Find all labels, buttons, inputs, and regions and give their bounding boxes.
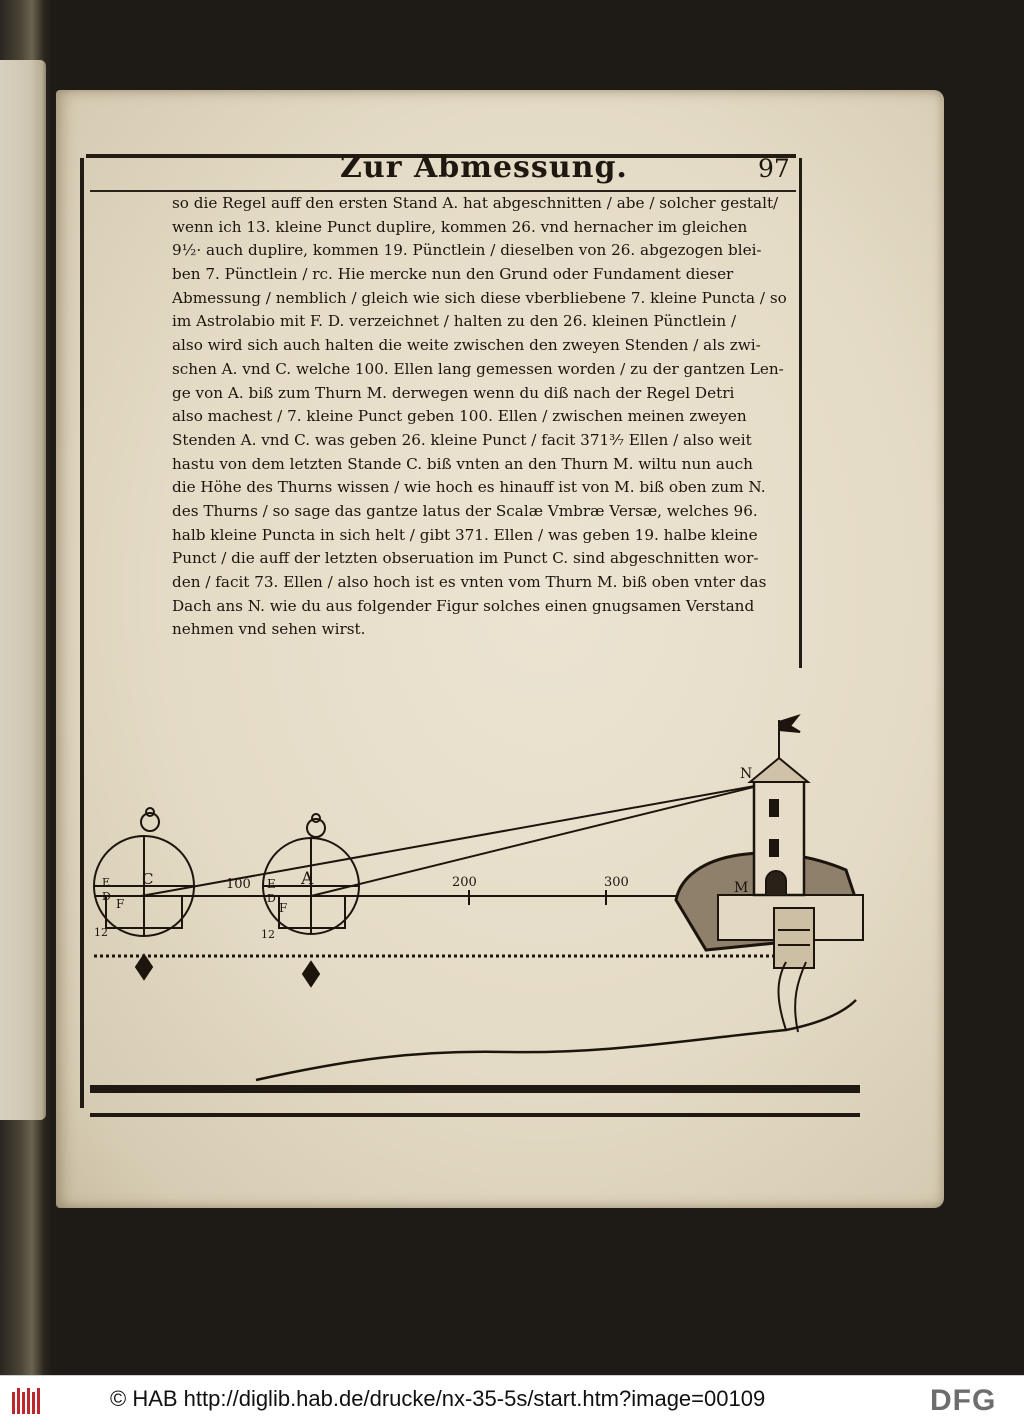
- tower-roof: [750, 758, 808, 782]
- text-line: wenn ich 13. kleine Punct duplire, kommen 26. vnd hernacher im gleichen: [172, 217, 748, 236]
- astrolabe-a: [263, 814, 359, 986]
- label-e1: E: [102, 876, 111, 889]
- label-12a: 12: [94, 926, 108, 939]
- text-line: schen A. vnd C. welche 100. Ellen lang gemessen worden / zu der gantzen Len-: [172, 359, 784, 378]
- body-text: [172, 192, 794, 642]
- attribution-link[interactable]: © HAB http://diglib.hab.de/drucke/nx-35-5s/start.htm?image=00109: [110, 1386, 766, 1411]
- facing-page-edge: [0, 60, 46, 1120]
- text-line: den / facit 73. Ellen / also hoch ist es vnten vom Thurn M. biß oben vnter das: [172, 573, 767, 591]
- label-d1: D: [102, 890, 111, 903]
- text-line: 9½· auch duplire, kommen 19. Pünctlein / dieselben von 26. abgezogen blei-: [172, 241, 762, 260]
- river-bank: [256, 1000, 856, 1080]
- text-line: die Höhe des Thurns wissen / wie hoch es hinauff ist von M. biß oben zum N.: [172, 478, 766, 497]
- text-line: so die Regel auff den ersten Stand A. hat abgeschnitten / abe / solcher gestalt/: [172, 194, 779, 212]
- astrolabe-tower-figure: [86, 700, 866, 1140]
- running-head: Zur Abmessung.: [340, 150, 628, 185]
- text-line: ben 7. Pünctlein / rc. Hie mercke nun den Grund oder Fundament dieser: [172, 265, 734, 284]
- label-12b: 12: [261, 928, 275, 941]
- label-f1: F: [116, 897, 125, 911]
- label-a: A: [301, 869, 314, 889]
- bottom-rule-thick: [90, 1085, 860, 1093]
- text-line: Stenden A. vnd C. was geben 26. kleine Punct / facit 371³⁄₇ Ellen / also weit: [172, 430, 752, 449]
- page-number: 97: [758, 154, 790, 183]
- distance-100: 100: [226, 877, 251, 892]
- library-logo-icon: [12, 1388, 42, 1414]
- text-line: des Thurns / so sage das gantze latus der Scalæ Vmbræ Versæ, welches 96.: [172, 501, 758, 520]
- text-line: nehmen vnd sehen wirst.: [172, 620, 366, 639]
- viewer-footer: [0, 1375, 1024, 1426]
- flag: [779, 716, 800, 732]
- distance-200: 200: [452, 875, 477, 890]
- text-line: ge von A. biß zum Thurn M. derwegen wenn du diß nach der Regel Detri: [172, 383, 735, 402]
- label-e2: E: [267, 877, 276, 891]
- text-line: halb kleine Puncta in sich helt / gibt 371. Ellen / was geben 19. halbe kleine: [172, 525, 758, 544]
- label-c: C: [142, 870, 154, 888]
- dfg-logo: DFG: [930, 1384, 997, 1417]
- text-line: Punct / die auff der letzten obseruation im Punct C. sind abgeschnitten wor-: [172, 549, 759, 568]
- label-m: M: [734, 880, 749, 896]
- text-line: also wird sich auch halten die weite zwischen den zweyen Stenden / als zwi-: [172, 336, 761, 355]
- text-line: hastu von dem letzten Stande C. biß vnten an den Thurn M. wiltu nun auch: [172, 454, 753, 473]
- distance-300: 300: [604, 875, 629, 890]
- label-n: N: [740, 766, 753, 782]
- frame-left-rule: [80, 158, 84, 1108]
- text-line: im Astrolabio mit F. D. verzeichnet / halten zu den 26. kleinen Pünctlein /: [172, 312, 737, 331]
- text-line: Dach ans N. wie du aus folgender Figur solches einen gnugsamen Verstand: [172, 596, 755, 615]
- label-d2: D: [267, 892, 276, 905]
- text-line: Abmessung / nemblich / gleich wie sich diese vberbliebene 7. kleine Puncta / so: [172, 288, 787, 307]
- gate: [774, 908, 814, 968]
- text-line: also machest / 7. kleine Punct geben 100. Ellen / zwischen meinen zweyen: [172, 407, 747, 426]
- frame-right-rule: [799, 158, 802, 668]
- bottom-rule-thin: [90, 1113, 860, 1117]
- label-f2: F: [279, 901, 288, 915]
